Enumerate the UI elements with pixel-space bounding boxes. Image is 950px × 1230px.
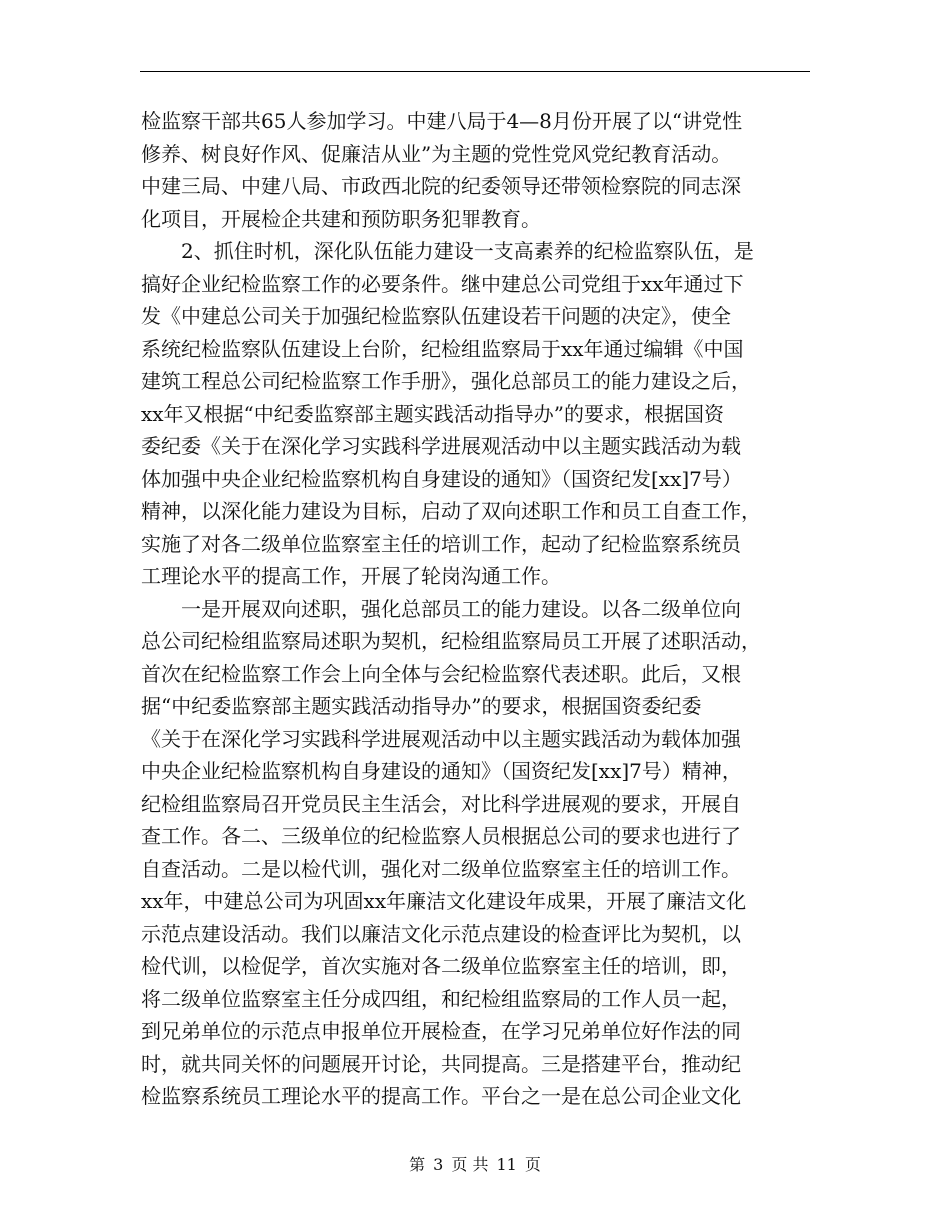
text-line: 到兄弟单位的示范点申报单位开展检查，在学习兄弟单位好作法的同 bbox=[141, 1019, 741, 1043]
text-line: 精神，以深化能力建设为目标，启动了双向述职工作和员工自查工作， bbox=[141, 499, 761, 523]
footer-prefix: 第 bbox=[409, 1155, 426, 1174]
text-line: 据“中纪委监察部主题实践活动指导办”的要求，根据国资委纪委 bbox=[141, 694, 702, 718]
text-line: 时，就共同关怀的问题展开讨论，共同提高。三是搭建平台，推动纪 bbox=[141, 1051, 741, 1076]
text-line: 体加强中央企业纪检监察机构自身建设的通知》（国资纪发[xx]7号） bbox=[141, 466, 742, 491]
footer-middle: 页 共 bbox=[451, 1155, 489, 1174]
header-rule bbox=[140, 71, 810, 72]
text-line: 实施了对各二级单位监察室主任的培训工作，起动了纪检监察系统员 bbox=[141, 531, 741, 556]
text-line: xx年，中建总公司为巩固xx年廉洁文化建设年成果，开展了廉洁文化 bbox=[141, 889, 747, 913]
text-line: 首次在纪检监察工作会上向全体与会纪检监察代表述职。此后，又根 bbox=[141, 661, 741, 686]
footer-suffix: 页 bbox=[524, 1155, 541, 1174]
text-line: 将二级单位监察室主任分成四组，和纪检组监察局的工作人员一起， bbox=[141, 986, 741, 1011]
text-line: 发《中建总公司关于加强纪检监察队伍建设若干问题的决定》，使全 bbox=[141, 304, 731, 328]
text-line: xx年又根据“中纪委监察部主题实践活动指导办”的要求，根据国资 bbox=[141, 401, 725, 426]
footer-page-number: 3 bbox=[433, 1155, 444, 1174]
footer-total-pages: 11 bbox=[496, 1155, 517, 1174]
text-line: 检监察干部共65人参加学习。中建八局于4—8月份开展了以“讲党性 bbox=[141, 109, 743, 133]
text-line: 2、抓住时机，深化队伍能力建设一支高素养的纪检监察队伍，是 bbox=[141, 239, 754, 263]
text-line: 委纪委《关于在深化学习实践科学进展观活动中以主题实践活动为载 bbox=[141, 434, 741, 458]
text-line: 检监察系统员工理论水平的提高工作。平台之一是在总公司企业文化 bbox=[141, 1084, 741, 1108]
text-line: 修养、树良好作风、促廉洁从业”为主题的党性党风党纪教育活动。 bbox=[141, 141, 732, 166]
text-line: 化项目，开展检企共建和预防职务犯罪教育。 bbox=[141, 206, 541, 231]
body-text bbox=[141, 105, 811, 1113]
text-line: 工理论水平的提高工作，开展了轮岗沟通工作。 bbox=[141, 564, 561, 588]
text-line: 总公司纪检组监察局述职为契机，纪检组监察局员工开展了述职活动， bbox=[141, 629, 761, 653]
text-line: 示范点建设活动。我们以廉洁文化示范点建设的检查评比为契机，以 bbox=[141, 921, 741, 946]
text-line: 自查活动。二是以检代训，强化对二级单位监察室主任的培训工作。 bbox=[141, 856, 741, 881]
text-line: 查工作。各二、三级单位的纪检监察人员根据总公司的要求也进行了 bbox=[141, 824, 741, 848]
text-line: 纪检组监察局召开党员民主生活会，对比科学进展观的要求，开展自 bbox=[141, 791, 741, 816]
text-line: 检代训，以检促学，首次实施对各二级单位监察室主任的培训，即， bbox=[141, 954, 741, 978]
text-line: 一是开展双向述职，强化总部员工的能力建设。以各二级单位向 bbox=[141, 596, 741, 621]
text-line: 系统纪检监察队伍建设上台阶，纪检组监察局于xx年通过编辑《中国 bbox=[141, 336, 744, 361]
text-line: 中建三局、中建八局、市政西北院的纪委领导还带领检察院的同志深 bbox=[141, 174, 741, 198]
text-line: 建筑工程总公司纪检监察工作手册》，强化总部员工的能力建设之后， bbox=[141, 369, 751, 393]
page-footer bbox=[0, 1155, 950, 1175]
text-line: 搞好企业纪检监察工作的必要条件。继中建总公司党组于xx年通过下 bbox=[141, 271, 744, 296]
text-line: 《关于在深化学习实践科学进展观活动中以主题实践活动为载体加强 bbox=[141, 726, 741, 751]
text-line: 中央企业纪检监察机构自身建设的通知》（国资纪发[xx]7号）精神， bbox=[141, 759, 742, 783]
